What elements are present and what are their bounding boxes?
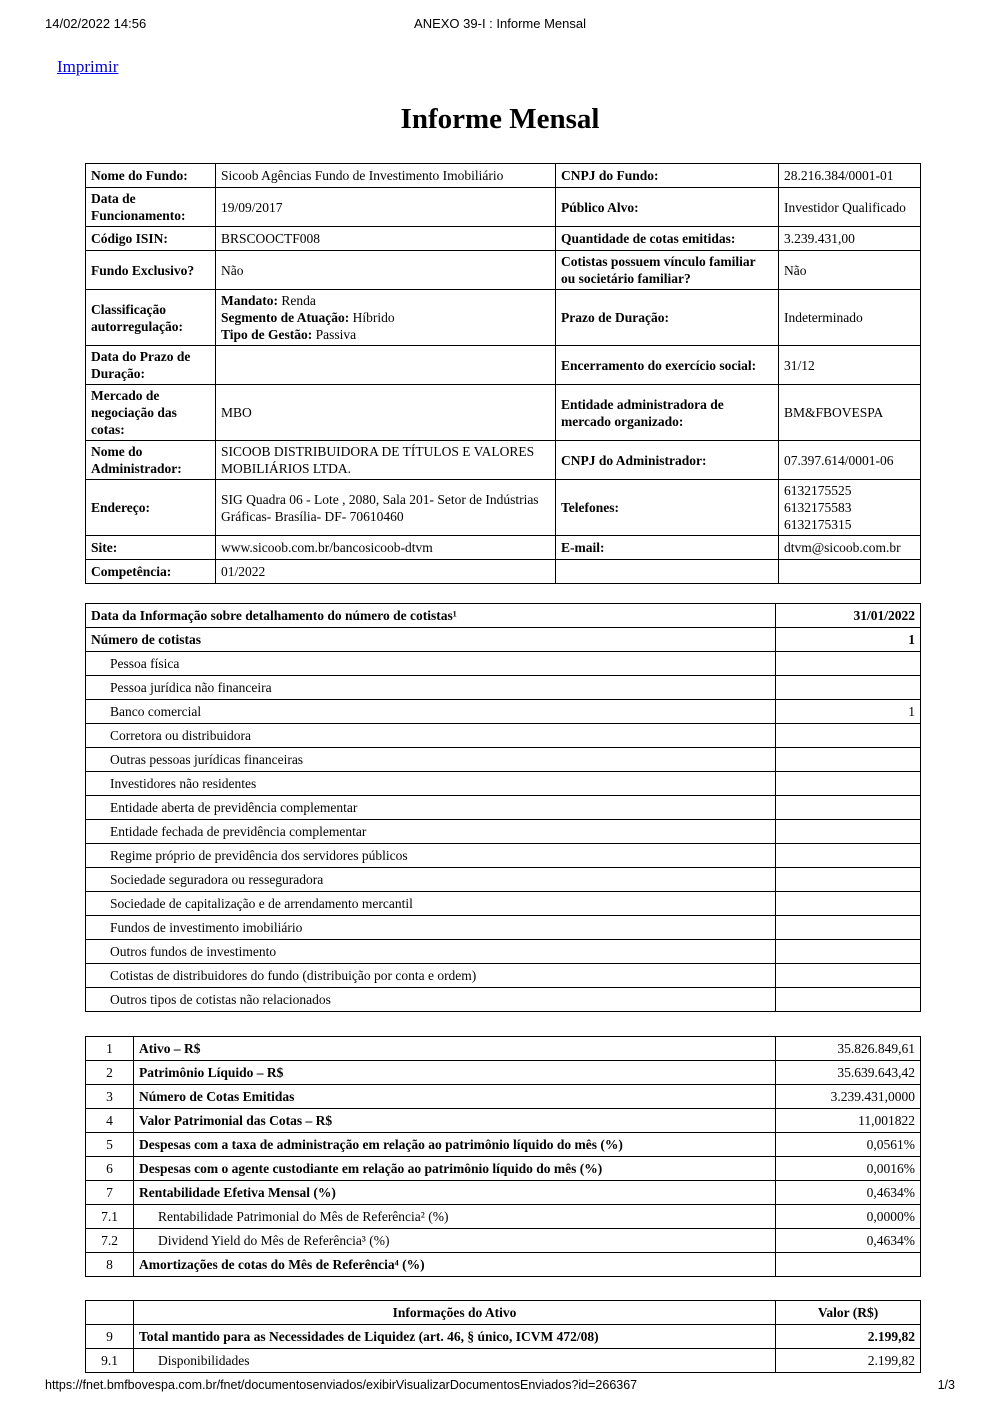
fund-field-value: Indeterminado <box>779 290 921 346</box>
fund-field-value <box>216 346 556 385</box>
fund-field-label: E-mail: <box>556 536 779 560</box>
metric-number: 7 <box>86 1181 134 1205</box>
fund-field-value: www.sicoob.com.br/bancosicoob-dtvm <box>216 536 556 560</box>
cotistas-category-value <box>776 892 921 916</box>
cotistas-category-value <box>776 820 921 844</box>
metric-row <box>86 1061 921 1085</box>
cotistas-category-label: Outros tipos de cotistas não relacionados <box>86 988 776 1012</box>
metric-row <box>86 1229 921 1253</box>
fund-field-value: 3.239.431,00 <box>779 227 921 251</box>
cotistas-category-label: Outros fundos de investimento <box>86 940 776 964</box>
fund-field-value: 07.397.614/0001-06 <box>779 441 921 480</box>
fund-field-value: Sicoob Agências Fundo de Investimento Imobiliário <box>216 164 556 188</box>
fund-field-value: Investidor Qualificado <box>779 188 921 227</box>
fund-field-label: Prazo de Duração: <box>556 290 779 346</box>
print-header <box>45 16 955 31</box>
metric-row <box>86 1109 921 1133</box>
fund-info-row <box>86 536 921 560</box>
print-doc-title: ANEXO 39-I : Informe Mensal <box>414 16 586 31</box>
metric-number: 6 <box>86 1157 134 1181</box>
ativo-header-value: Valor (R$) <box>776 1301 921 1325</box>
ativo-row-label: Total mantido para as Necessidades de Liquidez (art. 46, § único, ICVM 472/08) <box>134 1325 776 1349</box>
cotistas-category-value <box>776 916 921 940</box>
metric-row <box>86 1133 921 1157</box>
fund-field-label: Classificação autorregulação: <box>86 290 216 346</box>
ativo-row <box>86 1325 921 1349</box>
cotistas-category-label: Pessoa jurídica não financeira <box>86 676 776 700</box>
metric-value: 0,4634% <box>776 1229 921 1253</box>
ativo-header-label: Informações do Ativo <box>134 1301 776 1325</box>
metric-value: 35.639.643,42 <box>776 1061 921 1085</box>
metrics-table <box>85 1036 921 1277</box>
metric-label: Rentabilidade Patrimonial do Mês de Referência² (%) <box>134 1205 776 1229</box>
cotistas-category-label: Sociedade seguradora ou resseguradora <box>86 868 776 892</box>
fund-field-value: 6132175525 6132175583 6132175315 <box>779 480 921 536</box>
cotistas-category-label: Pessoa física <box>86 652 776 676</box>
fund-field-value: Não <box>779 251 921 290</box>
cotistas-category-row <box>86 964 921 988</box>
metric-row <box>86 1253 921 1277</box>
metric-row <box>86 1157 921 1181</box>
fund-field-value: SICOOB DISTRIBUIDORA DE TÍTULOS E VALORES MOBILIÁRIOS LTDA. <box>216 441 556 480</box>
cotistas-total-label: Número de cotistas <box>86 628 776 652</box>
cotistas-category-label: Entidade aberta de previdência complementar <box>86 796 776 820</box>
cotistas-category-label: Regime próprio de previdência dos servidores públicos <box>86 844 776 868</box>
fund-field-label: Entidade administradora de mercado organizado: <box>556 385 779 441</box>
fund-field-label: Mercado de negociação das cotas: <box>86 385 216 441</box>
metric-number: 8 <box>86 1253 134 1277</box>
metric-label: Despesas com a taxa de administração em relação ao patrimônio líquido do mês (%) <box>134 1133 776 1157</box>
cotistas-category-row <box>86 700 921 724</box>
metric-label: Valor Patrimonial das Cotas – R$ <box>134 1109 776 1133</box>
fund-field-label: Encerramento do exercício social: <box>556 346 779 385</box>
cotistas-category-row <box>86 892 921 916</box>
fund-field-value: 31/12 <box>779 346 921 385</box>
metric-value: 0,0016% <box>776 1157 921 1181</box>
cotistas-category-row <box>86 676 921 700</box>
cotistas-category-value <box>776 940 921 964</box>
ativo-header-empty-cell <box>86 1301 134 1325</box>
ativo-row-number: 9 <box>86 1325 134 1349</box>
cotistas-category-label: Corretora ou distribuidora <box>86 724 776 748</box>
cotistas-category-value <box>776 988 921 1012</box>
fund-field-value: Mandato: Renda Segmento de Atuação: Híbrido Tipo de Gestão: Passiva <box>216 290 556 346</box>
footer-url: https://fnet.bmfbovespa.com.br/fnet/documentosenviados/exibirVisualizarDocumentosEnviados?id=266367 <box>45 1378 638 1392</box>
cotistas-category-value <box>776 772 921 796</box>
fund-field-value: MBO <box>216 385 556 441</box>
fund-field-value: dtvm@sicoob.com.br <box>779 536 921 560</box>
metric-label: Dividend Yield do Mês de Referência³ (%) <box>134 1229 776 1253</box>
metric-value: 0,0000% <box>776 1205 921 1229</box>
metric-label: Amortizações de cotas do Mês de Referência⁴ (%) <box>134 1253 776 1277</box>
fund-field-label: Código ISIN: <box>86 227 216 251</box>
metric-row <box>86 1037 921 1061</box>
cotistas-category-row <box>86 868 921 892</box>
cotistas-category-value <box>776 964 921 988</box>
fund-field-label: CNPJ do Fundo: <box>556 164 779 188</box>
cotistas-category-label: Outras pessoas jurídicas financeiras <box>86 748 776 772</box>
fund-info-row <box>86 480 921 536</box>
cotistas-category-value <box>776 676 921 700</box>
fund-field-label: Data do Prazo de Duração: <box>86 346 216 385</box>
fund-field-value: BRSCOOCTF008 <box>216 227 556 251</box>
cotistas-header-label: Data da Informação sobre detalhamento do número de cotistas¹ <box>86 604 776 628</box>
print-datetime: 14/02/2022 14:56 <box>45 16 147 31</box>
fund-info-row <box>86 385 921 441</box>
fund-info-row <box>86 441 921 480</box>
fund-field-label: Fundo Exclusivo? <box>86 251 216 290</box>
metric-label: Rentabilidade Efetiva Mensal (%) <box>134 1181 776 1205</box>
metric-label: Número de Cotas Emitidas <box>134 1085 776 1109</box>
metric-value: 3.239.431,0000 <box>776 1085 921 1109</box>
fund-field-label: Cotistas possuem vínculo familiar ou societário familiar? <box>556 251 779 290</box>
cotistas-category-row <box>86 796 921 820</box>
metric-value: 0,0561% <box>776 1133 921 1157</box>
cotistas-category-label: Banco comercial <box>86 700 776 724</box>
fund-info-row <box>86 251 921 290</box>
fund-field-label: Nome do Fundo: <box>86 164 216 188</box>
footer-page-number: 1/3 <box>937 1378 955 1392</box>
cotistas-category-value <box>776 868 921 892</box>
cotistas-category-value <box>776 796 921 820</box>
cotistas-category-label: Investidores não residentes <box>86 772 776 796</box>
fund-field-value: 19/09/2017 <box>216 188 556 227</box>
fund-info-table <box>85 163 921 584</box>
fund-info-row <box>86 227 921 251</box>
fund-field-value: SIG Quadra 06 - Lote , 2080, Sala 201- Setor de Indústrias Gráficas- Brasília- DF- 70610460 <box>216 480 556 536</box>
fund-field-value: Não <box>216 251 556 290</box>
cotistas-category-value <box>776 748 921 772</box>
fund-field-label: Nome do Administrador: <box>86 441 216 480</box>
ativo-row-label: Disponibilidades <box>134 1349 776 1373</box>
fund-info-row <box>86 560 921 584</box>
fund-field-value: 01/2022 <box>216 560 556 584</box>
document-body <box>85 163 920 1373</box>
ativo-header-row <box>86 1301 921 1325</box>
cotistas-category-row <box>86 772 921 796</box>
fund-info-row <box>86 164 921 188</box>
cotistas-total-row <box>86 628 921 652</box>
print-link[interactable]: Imprimir <box>57 57 119 76</box>
metric-number: 2 <box>86 1061 134 1085</box>
metric-value: 35.826.849,61 <box>776 1037 921 1061</box>
print-footer <box>45 1378 955 1392</box>
fund-info-row <box>86 346 921 385</box>
cotistas-category-row <box>86 916 921 940</box>
page-title: Informe Mensal <box>400 103 600 135</box>
metric-value: 11,001822 <box>776 1109 921 1133</box>
fund-field-label: CNPJ do Administrador: <box>556 441 779 480</box>
metric-row <box>86 1205 921 1229</box>
cotistas-header-date: 31/01/2022 <box>776 604 921 628</box>
metric-value: 0,4634% <box>776 1181 921 1205</box>
fund-field-label: Data de Funcionamento: <box>86 188 216 227</box>
metric-row <box>86 1085 921 1109</box>
fund-field-value: BM&FBOVESPA <box>779 385 921 441</box>
metric-number: 5 <box>86 1133 134 1157</box>
cotistas-category-value <box>776 844 921 868</box>
fund-field-label <box>556 560 779 584</box>
ativo-row-value: 2.199,82 <box>776 1349 921 1373</box>
fund-field-value: 28.216.384/0001-01 <box>779 164 921 188</box>
fund-field-label: Site: <box>86 536 216 560</box>
cotistas-category-value <box>776 724 921 748</box>
cotistas-category-value <box>776 652 921 676</box>
cotistas-category-row <box>86 748 921 772</box>
cotistas-category-row <box>86 844 921 868</box>
metric-number: 7.2 <box>86 1229 134 1253</box>
ativo-row-value: 2.199,82 <box>776 1325 921 1349</box>
metric-row <box>86 1181 921 1205</box>
fund-field-value <box>779 560 921 584</box>
metric-number: 7.1 <box>86 1205 134 1229</box>
cotistas-category-label: Fundos de investimento imobiliário <box>86 916 776 940</box>
metric-number: 3 <box>86 1085 134 1109</box>
cotistas-category-row <box>86 820 921 844</box>
cotistas-category-label: Entidade fechada de previdência complementar <box>86 820 776 844</box>
fund-info-row <box>86 290 921 346</box>
metric-value <box>776 1253 921 1277</box>
cotistas-category-label: Cotistas de distribuidores do fundo (distribuição por conta e ordem) <box>86 964 776 988</box>
fund-field-label: Público Alvo: <box>556 188 779 227</box>
ativo-info-table <box>85 1300 921 1373</box>
metric-number: 1 <box>86 1037 134 1061</box>
ativo-row <box>86 1349 921 1373</box>
fund-field-label: Endereço: <box>86 480 216 536</box>
metric-label: Ativo – R$ <box>134 1037 776 1061</box>
fund-info-row <box>86 188 921 227</box>
fund-field-label: Telefones: <box>556 480 779 536</box>
ativo-row-number: 9.1 <box>86 1349 134 1373</box>
cotistas-category-value: 1 <box>776 700 921 724</box>
fund-field-label: Competência: <box>86 560 216 584</box>
fund-field-label: Quantidade de cotas emitidas: <box>556 227 779 251</box>
cotistas-category-row <box>86 988 921 1012</box>
print-link-row <box>0 0 1000 77</box>
metric-label: Despesas com o agente custodiante em relação ao patrimônio líquido do mês (%) <box>134 1157 776 1181</box>
metric-number: 4 <box>86 1109 134 1133</box>
cotistas-total-value: 1 <box>776 628 921 652</box>
cotistas-header-row <box>86 604 921 628</box>
cotistas-category-row <box>86 652 921 676</box>
cotistas-category-label: Sociedade de capitalização e de arrendamento mercantil <box>86 892 776 916</box>
metric-label: Patrimônio Líquido – R$ <box>134 1061 776 1085</box>
cotistas-category-row <box>86 724 921 748</box>
cotistas-category-row <box>86 940 921 964</box>
cotistas-table <box>85 603 921 1012</box>
